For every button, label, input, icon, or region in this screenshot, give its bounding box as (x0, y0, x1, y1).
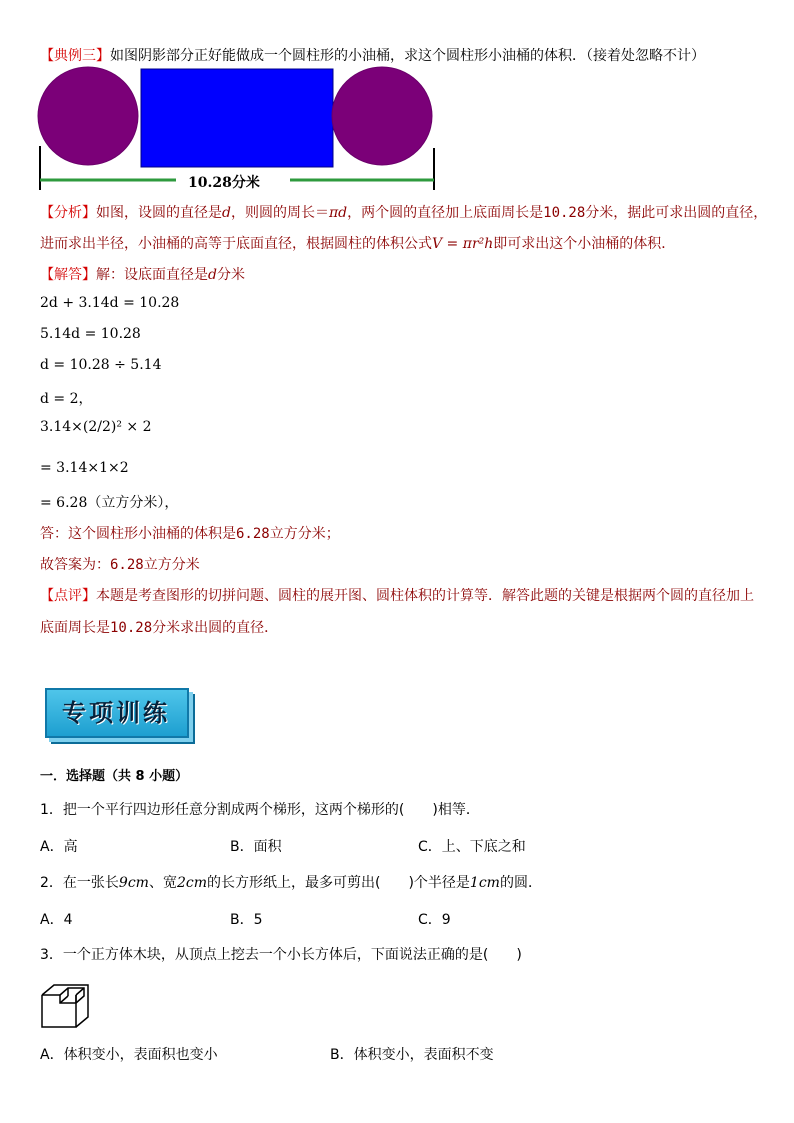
q3-option-b[interactable]: B．体积变小，表面积不变 (330, 1047, 494, 1063)
analysis-text-1a: 如图，设圆的直径是 (96, 205, 222, 221)
q1-option-c[interactable]: C．上、下底之和 (418, 839, 526, 855)
comment-value: 10.28 (110, 620, 153, 636)
banner-title: 专项训练 (62, 698, 170, 727)
analysis-tag: 【分析】 (40, 205, 96, 221)
q2-width: 2cm (176, 875, 207, 891)
section-title: 一．选择题（共 8 小题） (40, 769, 189, 784)
analysis-text-2a: 进而求出半径，小油桶的高等于底面直径，根据圆柱的体积公式 (40, 236, 432, 252)
question-3: 3．一个正方体木块，从顶点上挖去一个小长方体后，下面说法正确的是( ) (40, 947, 522, 963)
analysis-line-2 (40, 233, 675, 253)
q2-text-b: 、宽 (148, 875, 177, 891)
solution-step-7: = 6.28（立方分米）， (40, 495, 179, 511)
q2-text-a: 2．在一张长 (40, 875, 119, 891)
analysis-text-1b: ，则圆的周长＝ (230, 205, 329, 221)
q2-length: 9cm (118, 875, 149, 891)
comment-text-2a: 底面周长是 (40, 620, 110, 636)
q2-option-c[interactable]: C．9 (418, 912, 451, 928)
analysis-line-1 (40, 202, 767, 222)
solution-step-5: 3.14×(2/2)² × 2 (40, 419, 152, 435)
special-training-banner (45, 688, 191, 740)
solution-intro-b: 分米 (216, 267, 245, 283)
solution-step-4: d = 2， (40, 391, 93, 407)
center-rectangle (141, 69, 333, 167)
solution-final (40, 554, 200, 574)
final-text-a: 故答案为： (40, 557, 110, 573)
comment-text-2b: 分米求出圆的直径． (152, 620, 279, 636)
solution-step-2: 5.14d = 10.28 (40, 326, 141, 342)
example-question (40, 45, 705, 65)
comment-text-1: 本题是考查图形的切拼问题、圆柱的展开图、圆柱体积的计算等．解答此题的关键是根据两个圆的直径加上 (96, 588, 754, 604)
example-question-text: 如图阴影部分正好能做成一个圆柱形的小油桶，求这个圆柱形小油桶的体积．（接着处忽略不计） (110, 48, 705, 64)
analysis-text-1d: 分米，据此可求出圆的直径， (585, 205, 768, 221)
dimension-label: 10.28分米 (188, 175, 260, 191)
q2-text-d: 的圆． (499, 875, 542, 891)
analysis-text-1c: ，两个圆的直径加上底面周长是 (347, 205, 544, 221)
example-tag: 【典例三】 (40, 48, 110, 64)
q3-option-a[interactable]: A．体积变小，表面积也变小 (40, 1047, 218, 1063)
solution-step-3: d = 10.28 ÷ 5.14 (40, 357, 162, 373)
analysis-text-2b: 即可求出这个小油桶的体积． (493, 236, 676, 252)
answer-text-a: 答：这个圆柱形小油桶的体积是 (40, 526, 236, 542)
analysis-var-d: d (222, 205, 231, 221)
cube-notch-icon (40, 983, 92, 1029)
solution-step-1: 2d + 3.14d = 10.28 (40, 295, 180, 311)
final-text-b: 立方分米 (143, 557, 200, 573)
cube-figure (40, 983, 92, 1029)
left-circle (38, 67, 138, 165)
analysis-value: 10.28 (543, 205, 586, 221)
solution-var-d: d (208, 267, 217, 283)
right-circle (332, 67, 432, 165)
solution-step-6: = 3.14×1×2 (40, 460, 129, 476)
comment-line-1 (40, 585, 754, 605)
final-value: 6.28 (110, 557, 144, 573)
comment-line-2 (40, 617, 278, 637)
answer-value: 6.28 (236, 526, 270, 542)
q2-radius: 1cm (469, 875, 500, 891)
question-2 (40, 872, 542, 892)
q2-text-c: 的长方形纸上，最多可剪出( )个半径是 (206, 875, 470, 891)
q1-option-b[interactable]: B．面积 (230, 839, 282, 855)
answer-text-b: 立方分米； (269, 526, 340, 542)
question-1: 1．把一个平行四边形任意分割成两个梯形，这两个梯形的( )相等． (40, 802, 480, 818)
solution-intro-a: 解：设底面直径是 (96, 267, 208, 283)
solution-tag: 【解答】 (40, 267, 96, 283)
q2-option-b[interactable]: B．5 (230, 912, 263, 928)
solution-intro (40, 264, 245, 284)
comment-tag: 【点评】 (40, 588, 96, 604)
q1-option-a[interactable]: A．高 (40, 839, 78, 855)
cylinder-net-figure (36, 66, 442, 192)
q2-option-a[interactable]: A．4 (40, 912, 73, 928)
analysis-pi-d: πd (328, 205, 348, 221)
solution-answer (40, 523, 340, 543)
analysis-formula: V = πr²h (432, 236, 494, 252)
